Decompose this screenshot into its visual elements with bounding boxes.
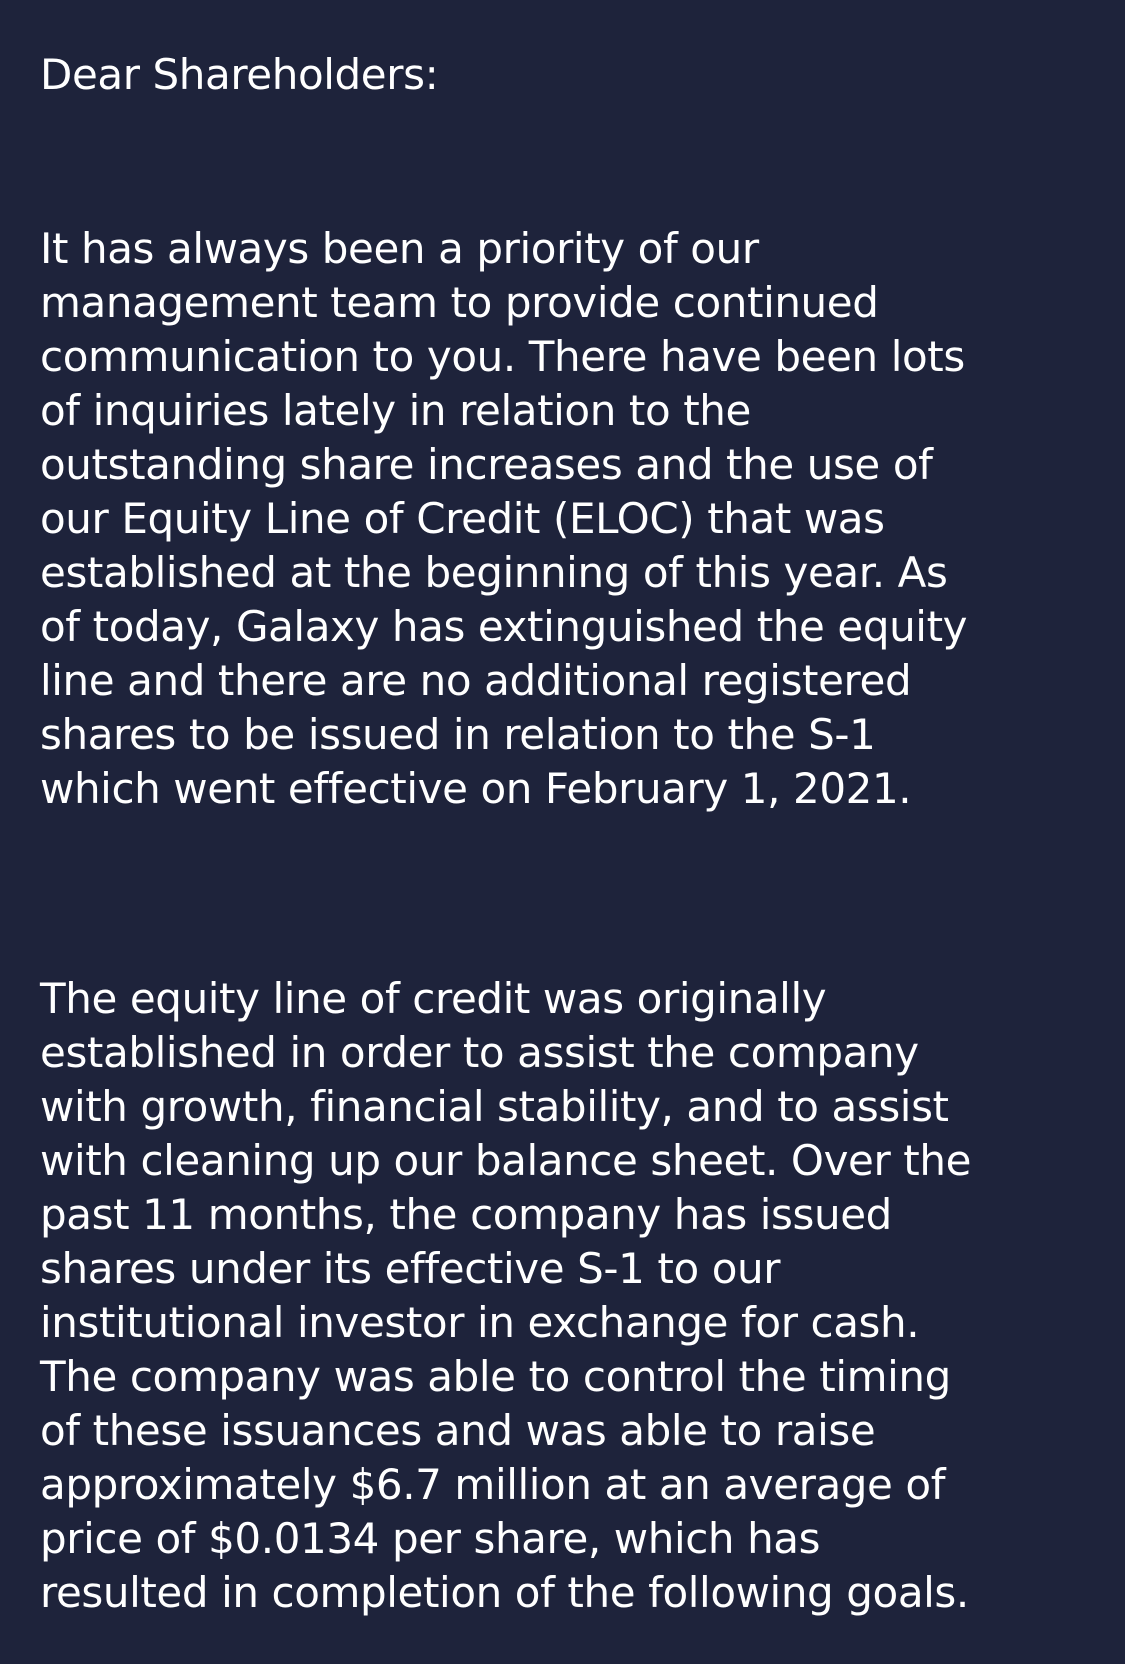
paragraph-1-line: management team to provide continued [40,278,879,327]
paragraph-1-line: line and there are no additional registered [40,656,912,705]
paragraph-1-line: communication to you. There have been lots [40,332,965,381]
paragraph-2-line: institutional investor in exchange for cash. [40,1298,920,1347]
paragraph-1-line: of today, Galaxy has extinguished the equity [40,602,968,651]
salutation: Dear Shareholders: [40,50,439,99]
paragraph-2-line: resulted in completion of the following goals. [40,1568,969,1617]
paragraph-2-line: price of $0.0134 per share, which has [40,1514,821,1563]
paragraph-2-line: established in order to assist the company [40,1028,919,1077]
paragraph-2-line: of these issuances and was able to raise [40,1406,876,1455]
paragraph-1-line: outstanding share increases and the use of [40,440,933,489]
paragraph-2-line: The equity line of credit was originally [40,974,827,1023]
paragraph-1-line: shares to be issued in relation to the S-1 [40,710,876,759]
paragraph-1-line: It has always been a priority of our [40,224,759,273]
paragraph-2-line: with cleaning up our balance sheet. Over the [40,1136,972,1185]
paragraph-1-line: of inquiries lately in relation to the [40,386,751,435]
paragraph-2-line: shares under its effective S-1 to our [40,1244,781,1293]
paragraph-2-line: past 11 months, the company has issued [40,1190,892,1239]
paragraph-1-line: which went effective on February 1, 2021. [40,764,912,813]
paragraph-2-line: approximately $6.7 million at an average of [40,1460,946,1509]
paragraph-1-line: established at the beginning of this year. As [40,548,948,597]
paragraph-2-line: The company was able to control the timing [40,1352,951,1401]
paragraph-2-line: with growth, financial stability, and to assist [40,1082,949,1131]
paragraph-1-line: our Equity Line of Credit (ELOC) that was [40,494,885,543]
